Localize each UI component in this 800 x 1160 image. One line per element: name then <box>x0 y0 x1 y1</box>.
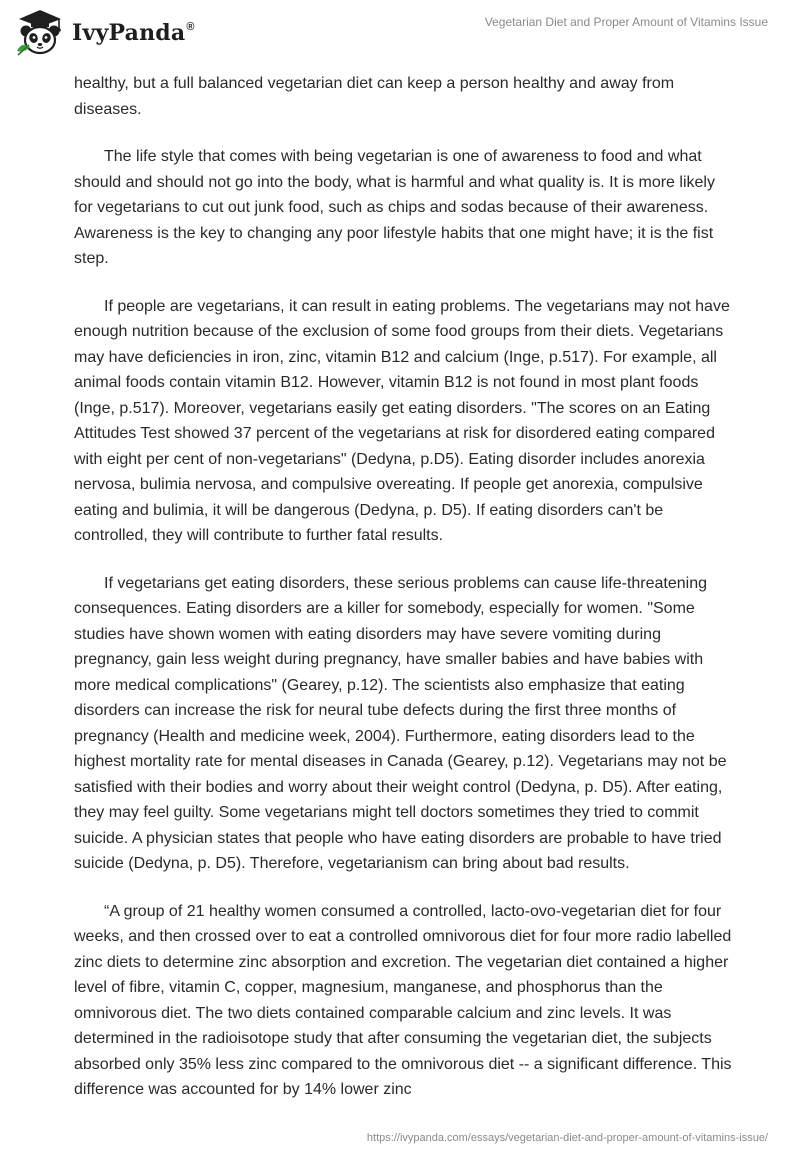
brand-name-text: IvyPanda <box>72 20 186 46</box>
document-title: Vegetarian Diet and Proper Amount of Vitamins Issue <box>484 15 768 29</box>
paragraph: If people are vegetarians, it can result in eating problems. The vegetarians may not have enough nutrition because of the exclusion of some food groups from their diets. Vegetarians may have deficiencies in iron, zinc, vitamin B12 and calcium (Inge, p.517). For example, all animal foods contain vitamin B12. However, vitamin B12 is not found in most plant foods (Inge, p.517). Moreover, vegetarians easily get eating disorders. "The scores on an Eating Attitudes Test showed 37 percent of the vegetarians at risk for disordered eating compared with eight per cent of non-vegetarians" (Dedyna, p.D5). Eating disorder includes anorexia nervosa, bulimia nervosa, and compulsive overeating. If people get anorexia, compulsive eating and bulimia, it will be dangerous (Dedyna, p. D5). If eating disorders can't be controlled, they will contribute to further fatal results. <box>74 297 730 544</box>
brand-name <box>72 22 195 44</box>
paragraph: “A group of 21 healthy women consumed a controlled, lacto-ovo-vegetarian diet for four weeks, and then crossed over to eat a controlled omnivorous diet for four more radio labelled zinc diets to determine zinc absorption and excretion. The vegetarian diet contained a higher level of fibre, vitamin C, copper, magnesium, manganese, and phosphorus than the omnivorous diet. The two diets contained comparable calcium and zinc levels. It was determined in the radioisotope study that after consuming the vegetarian diet, the subjects absorbed only 35% less zinc compared to the omnivorous diet -- a significant difference. This difference was accounted for by 14% lower zinc <box>74 902 732 1098</box>
page-header <box>0 0 800 70</box>
essay-body <box>74 71 734 1125</box>
panda-graduate-icon <box>14 7 66 59</box>
registered-mark: ® <box>186 21 195 33</box>
paragraph: If vegetarians get eating disorders, these serious problems can cause life-threatening consequences. Eating disorders are a killer for somebody, especially for women. "Some studies have shown women with eating disorders may have severe vomiting during pregnancy, gain less weight during pregnancy, have smaller babies and have babies with more medical complications" (Gearey, p.12). The scientists also emphasize that eating disorders can increase the risk for neural tube defects during the first three months of pregnancy (Health and medicine week, 2004). Furthermore, eating disorders lead to the highest mortality rate for mental diseases in Canada (Gearey, p.12). Vegetarians may not be satisfied with their bodies and worry about their weight control (Dedyna, p. D5). After eating, they may feel guilty. Some vegetarians might tell doctors sometimes they tried to commit suicide. A physician states that people who have eating disorders are probable to have tried suicide (Dedyna, p. D5). Therefore, vegetarianism can bring about bad results. <box>74 574 727 872</box>
paragraph: The life style that comes with being vegetarian is one of awareness to food and what should and should not go into the body, what is harmful and what quality is. It is more likely for vegetarians to cut out junk food, such as chips and sodas because of their awareness. Awareness is the key to changing any poor lifestyle habits that one might have; it is the fist step. <box>74 148 715 267</box>
source-url[interactable]: https://ivypanda.com/essays/vegetarian-diet-and-proper-amount-of-vitamins-issue/ <box>366 1132 768 1144</box>
brand-logo[interactable] <box>14 7 195 59</box>
paragraph: healthy, but a full balanced vegetarian diet can keep a person healthy and away from diseases. <box>74 75 675 118</box>
